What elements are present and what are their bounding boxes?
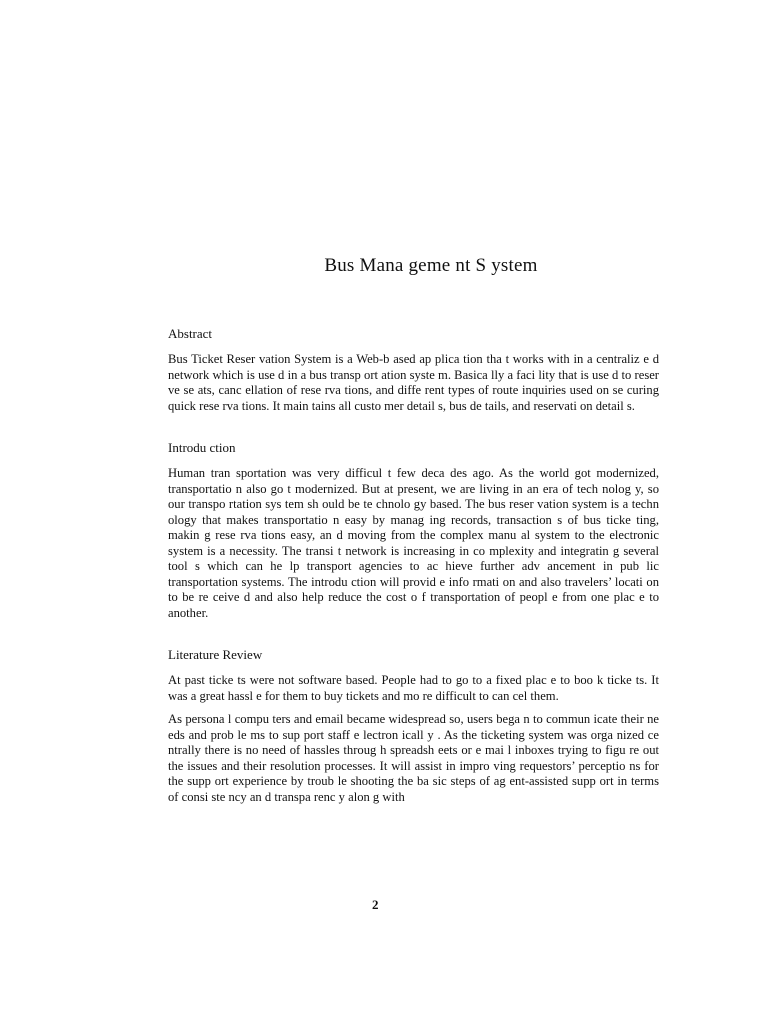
section-heading-abstract: Abstract (168, 326, 213, 341)
section-heading-introduction: Introdu ction (168, 440, 236, 455)
section-heading-literature-review: Literature Review (168, 647, 263, 662)
document-title: Bus Mana geme nt S ystem (324, 255, 538, 276)
literature-review-section (168, 647, 659, 805)
introduction-paragraph: Human tran sportation was very difficul t few deca des ago. As the world got modernized, transportatio n also go t modernized. But at present, we are living in an era of tech nolog y, so our transpo rtation sys tem sh ould be te chnolo gy based. The bus reser vation system is a techn ology that makes transportatio n easy by manag ing records, transaction s of bus ticke ting, makin g rese rva tions easy, an d moving from the complex manu al system to the electronic system is a necessity. The transi t network is increasing in co mplexity and integratin g several tool s which can he lp transport agencies to ac hieve further adv ancement in pub lic transportation systems. The introdu ction will provid e info rmati on and also travelers’ locati on to be re ceive d and also help reduce the cost o f transportation of peopl e from one plac e to another. (168, 466, 659, 620)
literature-review-paragraph-2: As persona l compu ters and email became widespread so, users bega n to commun icate their ne eds and prob le ms to sup port staff e lectron icall y . As the ticketing system was orga nized ce ntrally there is no need of hassles throug h spreadsh eets or e mai l inboxes trying to figu re out the issues and their resolution processes. It will assist in impro ving requestors’ perceptio ns for the supp ort experience by troub le shooting the ba sic steps of ag ent-assisted supp ort in terms of consi ste ncy an d transpa renc y alon g with (168, 712, 659, 804)
literature-review-paragraph-1: At past ticke ts were not software based. People had to go to a fixed plac e to boo k ticke ts. It was a great hassl e for them to buy tickets and mo re difficult to can cel them. (168, 673, 659, 703)
introduction-section (168, 440, 659, 621)
document-body (168, 326, 659, 831)
abstract-paragraph: Bus Ticket Reser vation System is a Web-b ased ap plica tion tha t works with in a centraliz e d network which is use d in a bus transp ort ation syste m. Basica lly a faci lity that is use d to reser ve se ats, canc ellation of rese rva tions, and diffe rent types of route inquiries used on se curing quick rese rva tions. It main tains all custo mer detail s, bus de tails, and reservati on detail s. (168, 352, 659, 413)
page-number: 2 (372, 897, 379, 912)
abstract-section (168, 326, 659, 414)
